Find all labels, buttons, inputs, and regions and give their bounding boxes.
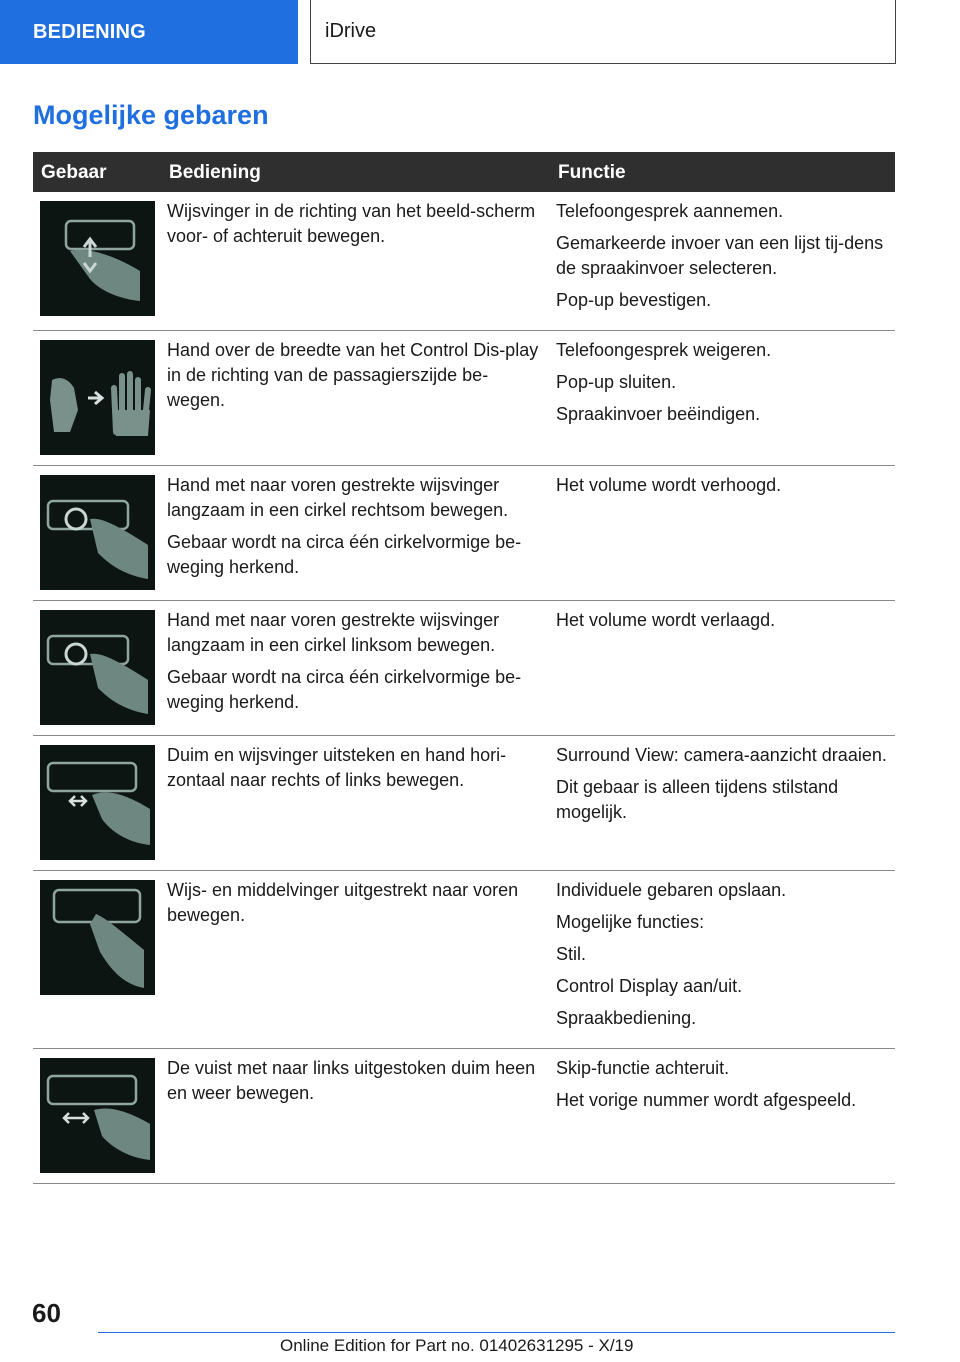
function-text: Dit gebaar is alleen tijdens stilstand mogelijk. xyxy=(556,777,839,822)
function-text: Skip-functie achteruit. xyxy=(556,1058,730,1078)
hand-swipe-gesture-icon xyxy=(40,340,155,455)
table-row xyxy=(33,466,895,601)
gesture-cell xyxy=(33,466,161,601)
section-label: BEDIENING xyxy=(33,20,146,43)
function-text: Stil. xyxy=(556,944,587,964)
function-text: Pop-up bevestigen. xyxy=(556,290,712,310)
function-text: Spraakbediening. xyxy=(556,1008,697,1028)
function-cell xyxy=(550,601,895,736)
operation-cell xyxy=(161,736,550,871)
edition-text: Online Edition for Part no. 01402631295 - X/19 xyxy=(280,1336,634,1355)
operation-text: Wijsvinger in de richting van het beeld-scherm voor- of achteruit bewegen. xyxy=(167,201,536,246)
operation-text: Gebaar wordt na circa één cirkelvormige be-weging herkend. xyxy=(167,532,522,577)
function-cell xyxy=(550,331,895,466)
function-text: Gemarkeerde invoer van een lijst tij-dens de spraakinvoer selecteren. xyxy=(556,233,884,278)
function-text: Control Display aan/uit. xyxy=(556,976,743,996)
circle-clockwise-gesture-icon xyxy=(40,475,155,590)
function-cell xyxy=(550,466,895,601)
table-row xyxy=(33,871,895,1049)
operation-text: Gebaar wordt na circa één cirkelvormige be-weging herkend. xyxy=(167,667,522,712)
table-row xyxy=(33,1049,895,1184)
operation-cell xyxy=(161,1049,550,1184)
function-text: Telefoongesprek aannemen. xyxy=(556,201,784,221)
circle-counterclockwise-gesture-icon xyxy=(40,610,155,725)
function-text: Spraakinvoer beëindigen. xyxy=(556,404,761,424)
gesture-cell xyxy=(33,871,161,1049)
two-finger-point-gesture-icon xyxy=(40,880,155,995)
table-header-row xyxy=(33,152,895,192)
column-header-operation: Bediening xyxy=(161,152,550,192)
thumb-index-swipe-gesture-icon xyxy=(40,745,155,860)
column-header-gesture: Gebaar xyxy=(33,152,161,192)
function-text: Het volume wordt verhoogd. xyxy=(556,475,782,495)
function-text: Mogelijke functies: xyxy=(556,912,705,932)
operation-text: Hand met naar voren gestrekte wijsvinger langzaam in een cirkel rechtsom bewegen. xyxy=(167,475,509,520)
operation-text: De vuist met naar links uitgestoken duim heen en weer bewegen. xyxy=(167,1058,536,1103)
page-title: Mogelijke gebaren xyxy=(33,100,269,130)
operation-cell xyxy=(161,192,550,331)
function-text: Pop-up sluiten. xyxy=(556,372,677,392)
table-row xyxy=(33,601,895,736)
function-cell xyxy=(550,192,895,331)
gesture-table xyxy=(33,152,895,1184)
section-tab xyxy=(0,0,298,64)
operation-text: Hand over de breedte van het Control Dis-play in de richting van de passagierszijde be-wegen. xyxy=(167,340,539,410)
operation-text: Duim en wijsvinger uitsteken en hand hori-zontaal naar rechts of links bewegen. xyxy=(167,745,507,790)
function-cell xyxy=(550,736,895,871)
column-header-function: Functie xyxy=(550,152,895,192)
table-row xyxy=(33,192,895,331)
chapter-tab xyxy=(310,0,896,64)
push-forward-back-gesture-icon xyxy=(40,201,155,316)
operation-cell xyxy=(161,466,550,601)
gesture-cell xyxy=(33,331,161,466)
function-cell xyxy=(550,1049,895,1184)
operation-cell xyxy=(161,871,550,1049)
gesture-cell xyxy=(33,1049,161,1184)
page-number: 60 xyxy=(32,1298,61,1328)
gesture-cell xyxy=(33,192,161,331)
fist-thumb-gesture-icon xyxy=(40,1058,155,1173)
chapter-label: iDrive xyxy=(325,20,377,42)
operation-cell xyxy=(161,331,550,466)
operation-cell xyxy=(161,601,550,736)
gesture-cell xyxy=(33,736,161,871)
function-text: Surround View: camera-aanzicht draaien. xyxy=(556,745,887,765)
operation-text: Wijs- en middelvinger uitgestrekt naar voren bewegen. xyxy=(167,880,519,925)
function-text: Het volume wordt verlaagd. xyxy=(556,610,776,630)
function-text: Het vorige nummer wordt afgespeeld. xyxy=(556,1090,857,1110)
operation-text: Hand met naar voren gestrekte wijsvinger langzaam in een cirkel linksom bewegen. xyxy=(167,610,500,655)
table-row xyxy=(33,331,895,466)
function-cell xyxy=(550,871,895,1049)
gesture-cell xyxy=(33,601,161,736)
function-text: Telefoongesprek weigeren. xyxy=(556,340,772,360)
footer-divider xyxy=(98,1332,895,1333)
table-row xyxy=(33,736,895,871)
function-text: Individuele gebaren opslaan. xyxy=(556,880,787,900)
